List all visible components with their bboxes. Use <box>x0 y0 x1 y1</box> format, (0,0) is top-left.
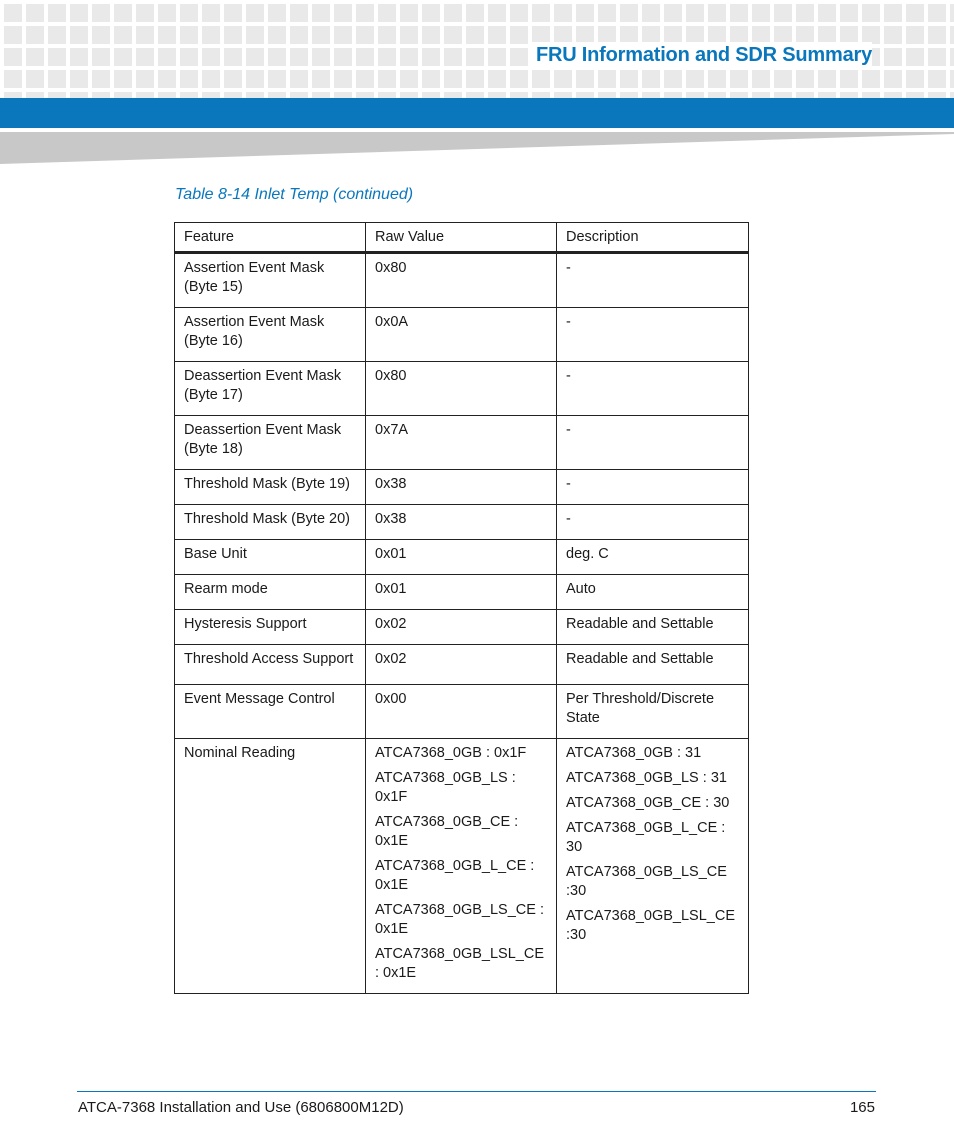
raw-value-cell: 0x80 <box>366 253 557 308</box>
raw-value-cell: 0x80 <box>366 362 557 416</box>
raw-value-line: ATCA7368_0GB_CE : 0x1E <box>375 814 519 849</box>
table-row <box>175 505 749 540</box>
table-row <box>175 416 749 470</box>
feature-cell: Deassertion Event Mask (Byte 18) <box>175 416 366 470</box>
table-row <box>175 575 749 610</box>
description-cell: - <box>557 470 749 505</box>
table-row-nominal-reading <box>175 739 749 994</box>
header-blue-band <box>0 98 954 128</box>
description-cell: - <box>557 253 749 308</box>
description-line: ATCA7368_0GB_LSL_CE :30 <box>566 908 736 943</box>
description-cell: - <box>557 505 749 540</box>
raw-value-cell: 0x0A <box>366 308 557 362</box>
description-line: ATCA7368_0GB_CE : 30 <box>566 795 730 811</box>
footer-document-title: ATCA-7368 Installation and Use (6806800M12D) <box>78 1099 404 1116</box>
description-cell: - <box>557 362 749 416</box>
page-number: 165 <box>849 1099 875 1116</box>
feature-cell: Base Unit <box>175 540 366 575</box>
page-header-title: FRU Information and SDR Summary <box>528 42 872 69</box>
feature-cell: Assertion Event Mask (Byte 15) <box>175 253 366 308</box>
raw-value-cell: 0x01 <box>366 575 557 610</box>
column-header-description: Description <box>557 223 749 253</box>
description-cell: Readable and Settable <box>557 610 749 645</box>
column-header-raw-value: Raw Value <box>366 223 557 253</box>
table-row <box>175 253 749 308</box>
table-row <box>175 645 749 685</box>
description-line: ATCA7368_0GB_L_CE : 30 <box>566 820 726 855</box>
feature-cell: Threshold Mask (Byte 19) <box>175 470 366 505</box>
raw-value-cell: 0x02 <box>366 645 557 685</box>
table-row <box>175 362 749 416</box>
feature-cell: Event Message Control <box>175 685 366 739</box>
raw-value-line: ATCA7368_0GB_LS : 0x1F <box>375 770 516 805</box>
raw-value-cell: 0x7A <box>366 416 557 470</box>
description-cell: Auto <box>557 575 749 610</box>
feature-cell: Assertion Event Mask (Byte 16) <box>175 308 366 362</box>
raw-value-line: ATCA7368_0GB_L_CE : 0x1E <box>375 858 535 893</box>
header-grey-wedge <box>0 128 954 164</box>
raw-value-cell: 0x38 <box>366 470 557 505</box>
feature-cell: Hysteresis Support <box>175 610 366 645</box>
feature-cell: Rearm mode <box>175 575 366 610</box>
raw-value-cell: 0x01 <box>366 540 557 575</box>
column-header-feature: Feature <box>175 223 366 253</box>
footer-divider <box>77 1091 876 1092</box>
raw-value-cell: 0x02 <box>366 610 557 645</box>
description-line: ATCA7368_0GB_LS : 31 <box>566 770 727 786</box>
feature-cell: Threshold Mask (Byte 20) <box>175 505 366 540</box>
description-cell: - <box>557 308 749 362</box>
description-line: ATCA7368_0GB_LS_CE :30 <box>566 864 727 899</box>
description-cell <box>557 739 749 994</box>
description-cell: Readable and Settable <box>557 645 749 685</box>
raw-value-line: ATCA7368_0GB_LSL_CE : 0x1E <box>375 946 545 981</box>
description-cell: - <box>557 416 749 470</box>
raw-value-line: ATCA7368_0GB_LS_CE : 0x1E <box>375 902 544 937</box>
description-line: ATCA7368_0GB : 31 <box>566 745 702 761</box>
feature-cell: Nominal Reading <box>175 739 366 994</box>
description-cell: deg. C <box>557 540 749 575</box>
table-row <box>175 540 749 575</box>
table-caption: Table 8-14 Inlet Temp (continued) <box>175 186 414 203</box>
raw-value-cell: 0x00 <box>366 685 557 739</box>
table-row <box>175 308 749 362</box>
table-row <box>175 610 749 645</box>
raw-value-cell <box>366 739 557 994</box>
feature-cell: Threshold Access Support <box>175 645 366 685</box>
table-header-row <box>175 223 749 253</box>
raw-value-line: ATCA7368_0GB : 0x1F <box>375 745 527 761</box>
description-cell: Per Threshold/Discrete State <box>557 685 749 739</box>
feature-cell: Deassertion Event Mask (Byte 17) <box>175 362 366 416</box>
table-row <box>175 685 749 739</box>
table-row <box>175 470 749 505</box>
raw-value-cell: 0x38 <box>366 505 557 540</box>
inlet-temp-table <box>174 222 749 994</box>
